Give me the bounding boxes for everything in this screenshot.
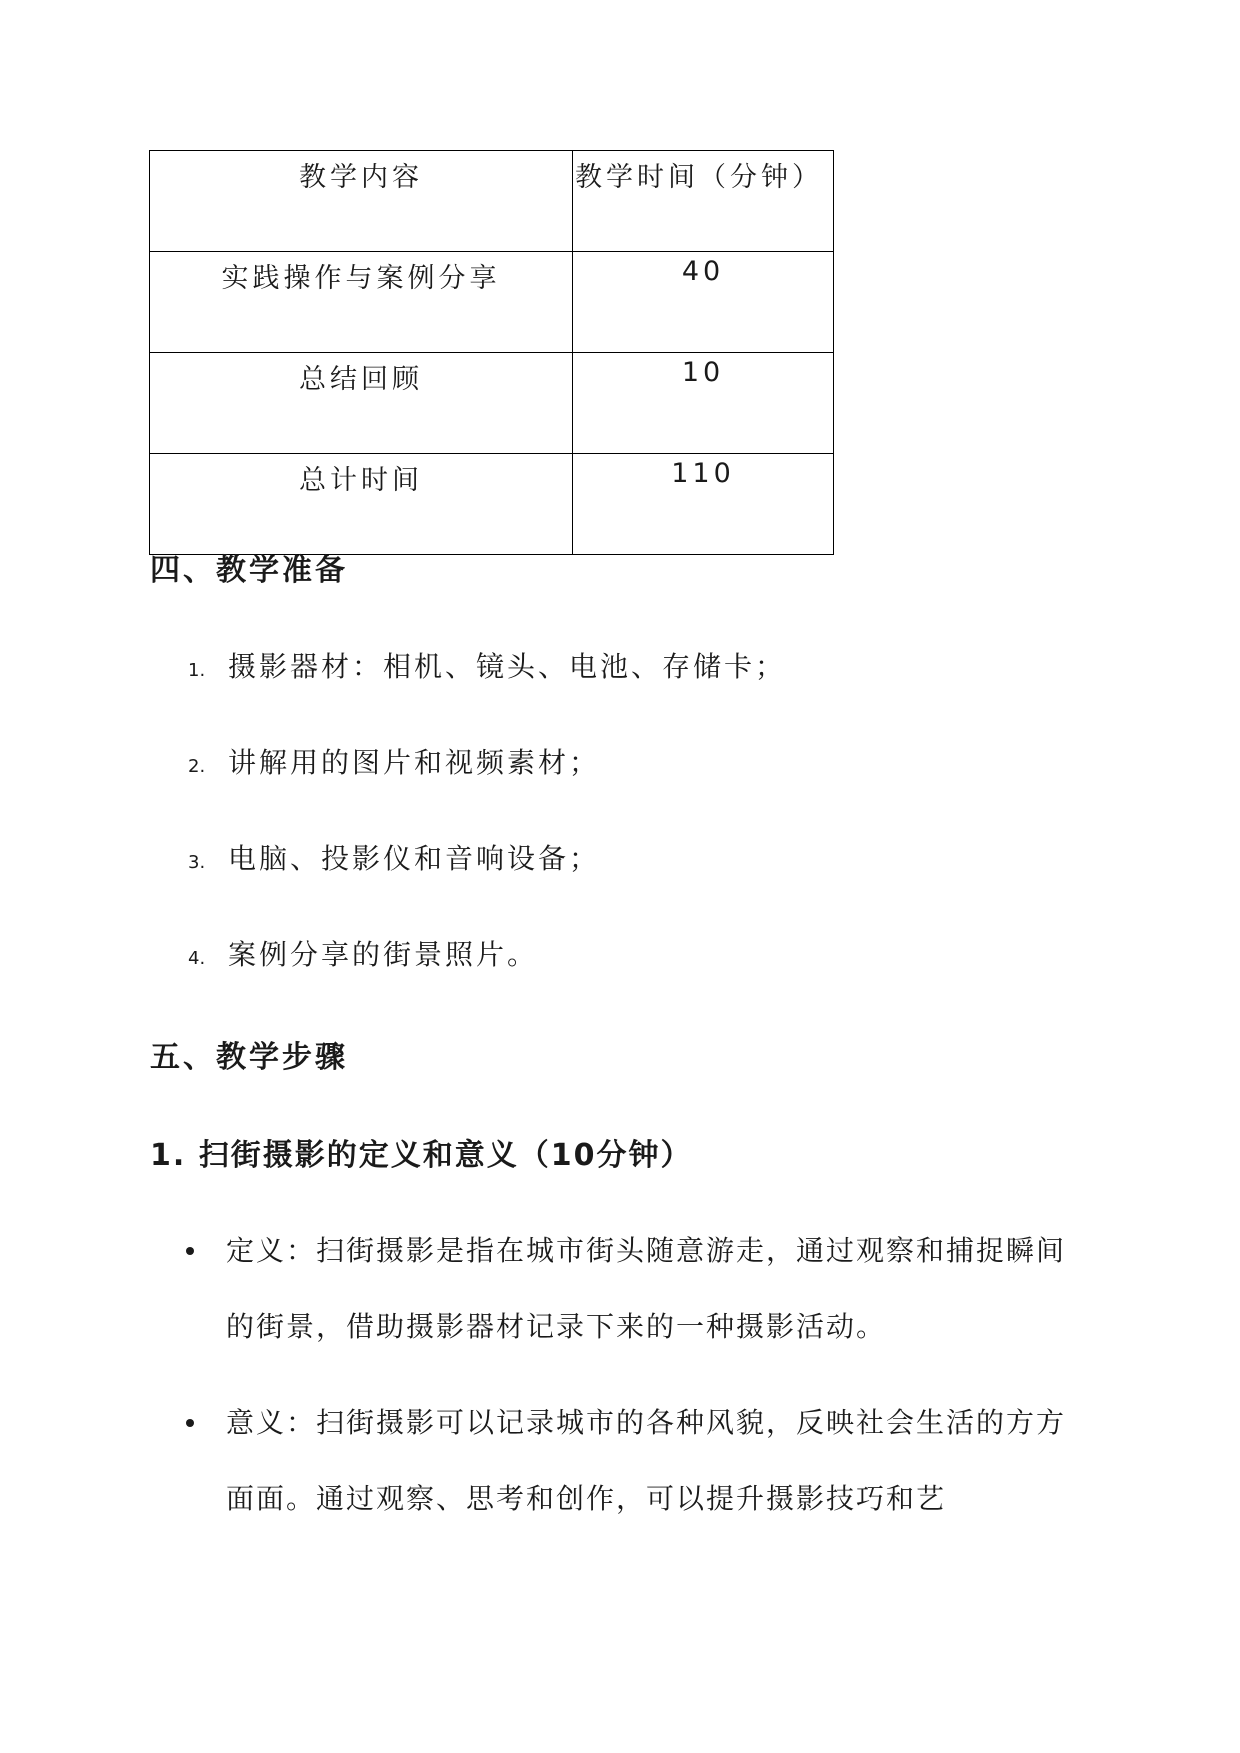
table-cell-time: 110	[573, 454, 834, 555]
list-item-number: 2.	[188, 756, 206, 777]
list-item	[188, 839, 600, 879]
table-cell-content: 总计时间	[150, 454, 573, 555]
table-cell-content: 实践操作与案例分享	[150, 252, 573, 353]
table-cell-time: 10	[573, 353, 834, 454]
step-heading: 1. 扫街摄影的定义和意义（10分钟）	[150, 1138, 693, 1173]
table-cell-time: 40	[573, 252, 834, 353]
schedule-table	[149, 150, 834, 555]
list-item-number: 3.	[188, 852, 206, 873]
list-item-number: 1.	[188, 660, 206, 681]
bullet-dot	[186, 1419, 194, 1427]
list-item-text: 讲解用的图片和视频素材；	[228, 746, 601, 779]
list-item	[188, 743, 600, 783]
list-item-text: 摄影器材：相机、镜头、电池、存储卡；	[228, 650, 787, 683]
section-heading-teaching-preparation: 四、教学准备	[150, 553, 348, 588]
list-item	[188, 935, 538, 975]
list-item-number: 4.	[188, 948, 206, 969]
table-cell-content: 总结回顾	[150, 353, 573, 454]
table-row	[150, 454, 834, 555]
table-header-row	[150, 151, 834, 252]
table-row	[150, 252, 834, 353]
bullet-item	[186, 1405, 1066, 1557]
table-header-time: 教学时间（分钟）	[573, 151, 834, 252]
list-item-text: 案例分享的街景照片。	[228, 938, 539, 971]
table-row	[150, 353, 834, 454]
list-item-text: 电脑、投影仪和音响设备；	[228, 842, 601, 875]
list-item	[188, 647, 786, 687]
bullet-text: 意义：扫街摄影可以记录城市的各种风貌，反映社会生活的方方面面。通过观察、思考和创作，可以提升摄影技巧和艺	[226, 1406, 1067, 1515]
section-heading-teaching-steps: 五、教学步骤	[150, 1040, 348, 1075]
bullet-text: 定义：扫街摄影是指在城市街头随意游走，通过观察和捕捉瞬间的街景，借助摄影器材记录下来的一种摄影活动。	[226, 1234, 1067, 1343]
bullet-dot	[186, 1247, 194, 1255]
bullet-item	[186, 1233, 1066, 1385]
table-header-content: 教学内容	[150, 151, 573, 252]
